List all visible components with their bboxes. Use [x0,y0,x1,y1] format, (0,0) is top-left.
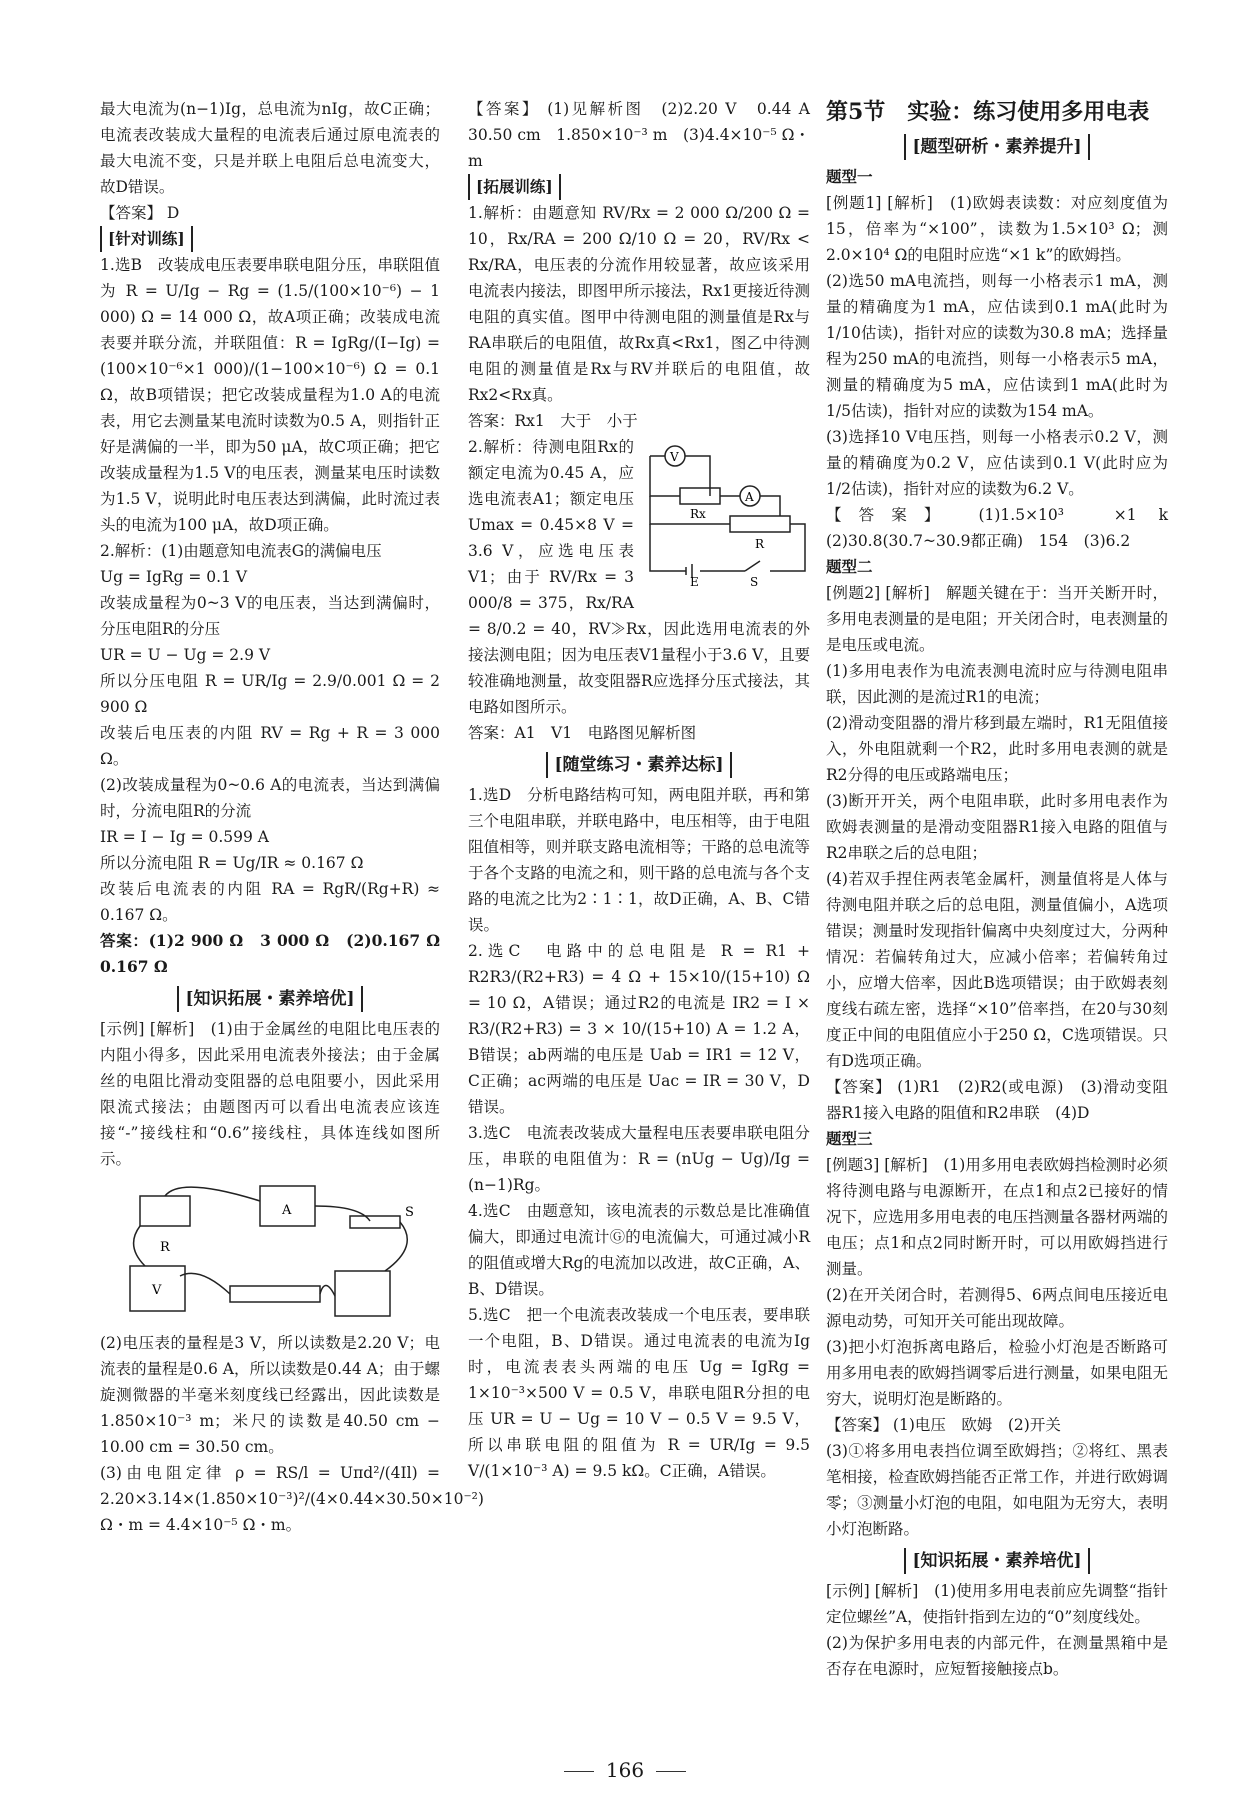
equation: UR = U − Ug = 2.9 V [100,646,271,664]
switch-label: S [405,1205,414,1220]
paragraph: 2.解析：待测电阻Rx的额定电流为0.45 A，应选电流表A1；额定电压Umax = 0.45×8 V = 3.6 V，应选电压表V1；由于 RV/Rx = 3 000/8 = 375，Rx/RA = 8/0.2 = 40，RV≫Rx，因此选用电流表的外接法测电阻；因为电压表V1量程小于3.6 V，且要较准确地测量，故变阻器R应选择分压式接法，其电路如图所示。 [468,438,810,716]
paragraph: (3)把小灯泡拆离电路后，检验小灯泡是否断路可用多用电表的欧姆挡调零后进行测量，如果电阻无穷大，说明灯泡是断路的。 [826,1338,1168,1408]
paragraph: 2.解析：(1)由题意知电流表G的满偏电压 [100,542,382,560]
paragraph: (3)由电阻定律 ρ = RS/l = Uπd²/(4Il) = 2.20×3.14×(1.850×10⁻³)²/(4×0.44×30.50×10⁻²) Ω・m = 4.4×10⁻⁵ Ω・m。 [100,1464,484,1534]
column-right [826,96,1184,1682]
switch-label: S [750,575,759,586]
paragraph: (2)滑动变阻器的滑片移到最左端时，R1无阻值接入，外电阻就剩一个R2，此时多用电表测的就是R2分得的电压或路端电压； [826,714,1168,784]
voltmeter-label: V [152,1283,162,1298]
column-left [100,96,484,1538]
rx-label: Rx [690,507,706,521]
section-heading: [针对训练] [100,226,440,252]
section-heading: [知识拓展・素养培优] [826,1548,1168,1574]
paragraph: (3)①将多用电表挡位调至欧姆挡；②将红、黑表笔相接，检查欧姆挡能否正常工作，并进行欧姆调零；③测量小灯泡的电阻，如电阻为无穷大，表明小灯泡断路。 [826,1442,1168,1538]
paragraph: [例题2] [解析] 解题关键在于：当开关断开时，多用电表测量的是电阻；开关闭合时，电表测量的是电压或电流。 [826,584,1168,654]
paragraph: 4.选C 由题意知，该电流表的示数总是比准确值偏大，即通过电流计Ⓖ的电流偏大，可通过减小R的阻值或增大Rg的电流加以改进，故C正确，A、B、D错误。 [468,1202,810,1298]
battery-label: E [690,575,699,586]
paragraph: 1.选B 改装成电压表要串联电阻分压，串联阻值为 R = U/Ig − Rg = (1.5/(100×10⁻⁶) − 1 000) Ω = 14 000 Ω，故A项正确；改装成电流表要并联分流，并联阻值：R = IgRg/(I−Ig) = (100×10⁻⁶×1 000)/(1−100×10⁻⁶) Ω = 0.1 Ω，故B项错误；把它改装成量程为1.0 A的电流表，用它去测量某电流时读数为0.5 A，则指针正好是满偏的一半，即为50 μA，故C项正确；把它改装成量程为1.5 V的电压表，测量某电压时读数为1.5 V，说明此时电压表达到满偏，此时流过表头的电流为100 μA，故D项正确。 [100,256,440,534]
answer: 答案：(1)2 900 Ω 3 000 Ω (2)0.167 Ω 0.167 Ω [100,931,456,976]
voltmeter-symbol: V [670,450,679,464]
section-heading: [随堂练习・素养达标] [468,752,810,778]
paragraph: (2)改装成量程为0~0.6 A的电流表，当达到满偏时，分流电阻R的分流 [100,776,440,820]
resistor-label: R [160,1240,170,1255]
type-heading: 题型三 [826,1129,873,1148]
type-heading: 题型一 [826,167,873,186]
equation: 所以分压电阻 R = UR/Ig = 2.9/0.001 Ω = 2 900 Ω [100,672,440,716]
answer: 【答案】 (1)R1 (2)R2(或电源) (3)滑动变阻器R1接入电路的阻值和R2串联 (4)D [826,1078,1168,1122]
page-number [0,1758,1250,1782]
paragraph: 改装成量程为0~3 V的电压表，当达到满偏时，分压电阻R的分压 [100,594,440,638]
answer: 答案：A1 V1 电路图见解析图 [468,724,697,742]
answer: 【答案】 (1)见解析图 (2)2.20 V 0.44 A 30.50 cm 1.850×10⁻³ m (3)4.4×10⁻⁵ Ω・m [468,100,826,170]
paragraph: (2)选50 mA电流挡，则每一小格表示1 mA，测量的精确度为1 mA，应估读到0.1 mA(此时为1/10估读)，指针对应的读数为30.8 mA；选择量程为250 mA的电流挡，则每一小格表示5 mA，测量的精确度为5 mA，应估读到1 mA(此时为1/5估读)，指针对应的读数为154 mA。 [826,272,1168,420]
paragraph: 3.选C 电流表改装成大量程电压表要串联电阻分压，串联的电阻值为：R = (nUg − Ug)/Ig = (n−1)Rg。 [468,1124,810,1194]
section-heading: [知识拓展・素养培优] [100,986,440,1012]
page-number-text: 166 [605,1758,645,1782]
paragraph: [例题1] [解析] (1)欧姆表读数：对应刻度值为15，倍率为“×100”，读数为1.5×10³ Ω；测2.0×10⁴ Ω的电阻时应选“×1 k”的欧姆挡。 [826,194,1168,264]
answer: 【答案】 D [100,204,180,222]
divider [564,1771,594,1772]
paragraph: [示例] [解析] (1)由于金属丝的电阻比电压表的内阻小得多，因此采用电流表外接法；由于金属丝的电阻比滑动变阻器的总电阻要小，因此采用限流式接法；由题图丙可以看出电流表应该连接“-”接线柱和“0.6”接线柱，具体连线如图所示。 [100,1020,440,1168]
paragraph: (2)电压表的量程是3 V，所以读数是2.20 V；电流表的量程是0.6 A，所以读数是0.44 A；由于螺旋测微器的半毫米刻度线已经露出，因此读数是1.850×10⁻³ m；米尺的读数是40.50 cm − 10.00 cm = 30.50 cm。 [100,1334,440,1456]
paragraph: 1.选D 分析电路结构可知，两电阻并联，再和第三个电阻串联，并联电路中，电压相等，由于电阻阻值相等，则并联支路电流相等；干路的总电流等于各个支路的电流之和，则干路的总电流与各个支路的电流之比为2∶1∶1，故D正确，A、B、C错误。 [468,786,810,934]
section-heading: [拓展训练] [468,174,810,200]
paragraph: (2)在开关闭合时，若测得5、6两点间电压接近电源电动势，可知开关可能出现故障。 [826,1286,1168,1330]
paragraph: (2)为保护多用电表的内部元件，在测量黑箱中是否存在电源时，应短暂接触接点b。 [826,1634,1168,1678]
paragraph: 最大电流为(n−1)Ig，总电流为nIg，故C正确；电流表改装成大量程的电流表后通过原电流表的最大电流不变，只是并联上电阻后总电流变大，故D错误。 [100,100,440,196]
circuit-figure [640,436,810,594]
apparatus-figure [120,1176,420,1326]
paragraph: 5.选C 把一个电流表改装成一个电压表，要串联一个电阻，B、D错误。通过电流表的电流为Ig时，电流表表头两端的电压 Ug = IgRg = 1×10⁻³×500 V = 0.5 V，串联电阻R分担的电压 UR = U − Ug = 10 V − 0.5 V = 9.5 V，所以串联电阻的阻值为 R = UR/Ig = 9.5 V/(1×10⁻³ A) = 9.5 kΩ。C正确，A错误。 [468,1306,810,1480]
ammeter-symbol: A [745,490,754,504]
paragraph: (3)选择10 V电压挡，则每一小格表示0.2 V，测量的精确度为0.2 V，应估读到0.1 V(此时应为1/2估读)，指针对应的读数为6.2 V。 [826,428,1168,498]
answer: 答案：Rx1 大于 小于 [468,412,638,430]
paragraph: 2.选C 电路中的总电阻是 R = R1 + R2R3/(R2+R3) = 4 Ω + 15×10/(15+10) Ω = 10 Ω，A错误；通过R2的电流是 IR2 = I × R3/(R2+R3) = 3 × 10/(15+10) A = 1.2 A，B错误；ab两端的电压是 Uab = IR1 = 12 V，C正确；ac两端的电压是 Uac = IR = 30 V，D错误。 [468,942,810,1116]
paragraph: 1.解析：由题意知 RV/Rx = 2 000 Ω/200 Ω = 10，Rx/RA = 200 Ω/10 Ω = 20，RV/Rx < Rx/RA，电压表的分流作用较显著，故应该采用电流表内接法，即图甲所示接法，Rx1更接近待测电阻的真实值。图甲中待测电阻的测量值是Rx与RA串联后的电阻值，故Rx真<Rx1，图乙中待测电阻的测量值是Rx与RV并联后的电阻值，故Rx2<Rx真。 [468,204,810,404]
ammeter-label: A [282,1203,292,1218]
paragraph: (1)多用电表作为电流表测电流时应与待测电阻串联，因此测的是流过R1的电流； [826,662,1168,706]
equation: IR = I − Ig = 0.599 A [100,828,269,846]
equation: 改装后电压表的内阻 RV = Rg + R = 3 000 Ω。 [100,724,440,768]
type-heading: 题型二 [826,557,873,576]
divider [656,1771,686,1772]
answer: 【答案】 (1)1.5×10³ ×1 k (2)30.8(30.7~30.9都正确) 154 (3)6.2 [826,506,1184,550]
paragraph: (4)若双手捏住两表笔金属杆，测量值将是人体与待测电阻并联之后的总电阻，测量值偏小，A选项错误；测量时发现指针偏离中央刻度过大，分两种情况：若偏转角过大，应减小倍率；若偏转角过小，应增大倍率，因此B选项错误；由于欧姆表刻度线右疏左密，选择“×10”倍率挡，在20与30刻度正中间的电阻值应小于250 Ω，C选项错误。只有D选项正确。 [826,870,1168,1070]
column-middle [468,96,826,1484]
paragraph: [示例] [解析] (1)使用多用电表前应先调整“指针定位螺丝”A，使指针指到左边的“0”刻度线处。 [826,1582,1168,1626]
paragraph: (3)断开开关，两个电阻串联，此时多用电表作为欧姆表测量的是滑动变阻器R1接入电路的阻值与R2串联之后的总电阻； [826,792,1168,862]
answer: 【答案】 (1)电压 欧姆 (2)开关 [826,1416,1061,1434]
chapter-title: 第5节 实验：练习使用多用电表 [826,99,1150,125]
equation: Ug = IgRg = 0.1 V [100,568,248,586]
rheostat-label: R [755,537,765,551]
equation: 所以分流电阻 R = Ug/IR ≈ 0.167 Ω [100,854,364,872]
section-heading: [题型研析・素养提升] [826,134,1168,160]
paragraph: [例题3] [解析] (1)用多用电表欧姆挡检测时必须将待测电路与电源断开，在点1和点2已接好的情况下，应选用多用电表的电压挡测量各器材两端的电压；点1和点2同时断开时，可以用欧姆挡进行测量。 [826,1156,1168,1278]
equation: 改装后电流表的内阻 RA = RgR/(Rg+R) ≈ 0.167 Ω。 [100,880,440,924]
